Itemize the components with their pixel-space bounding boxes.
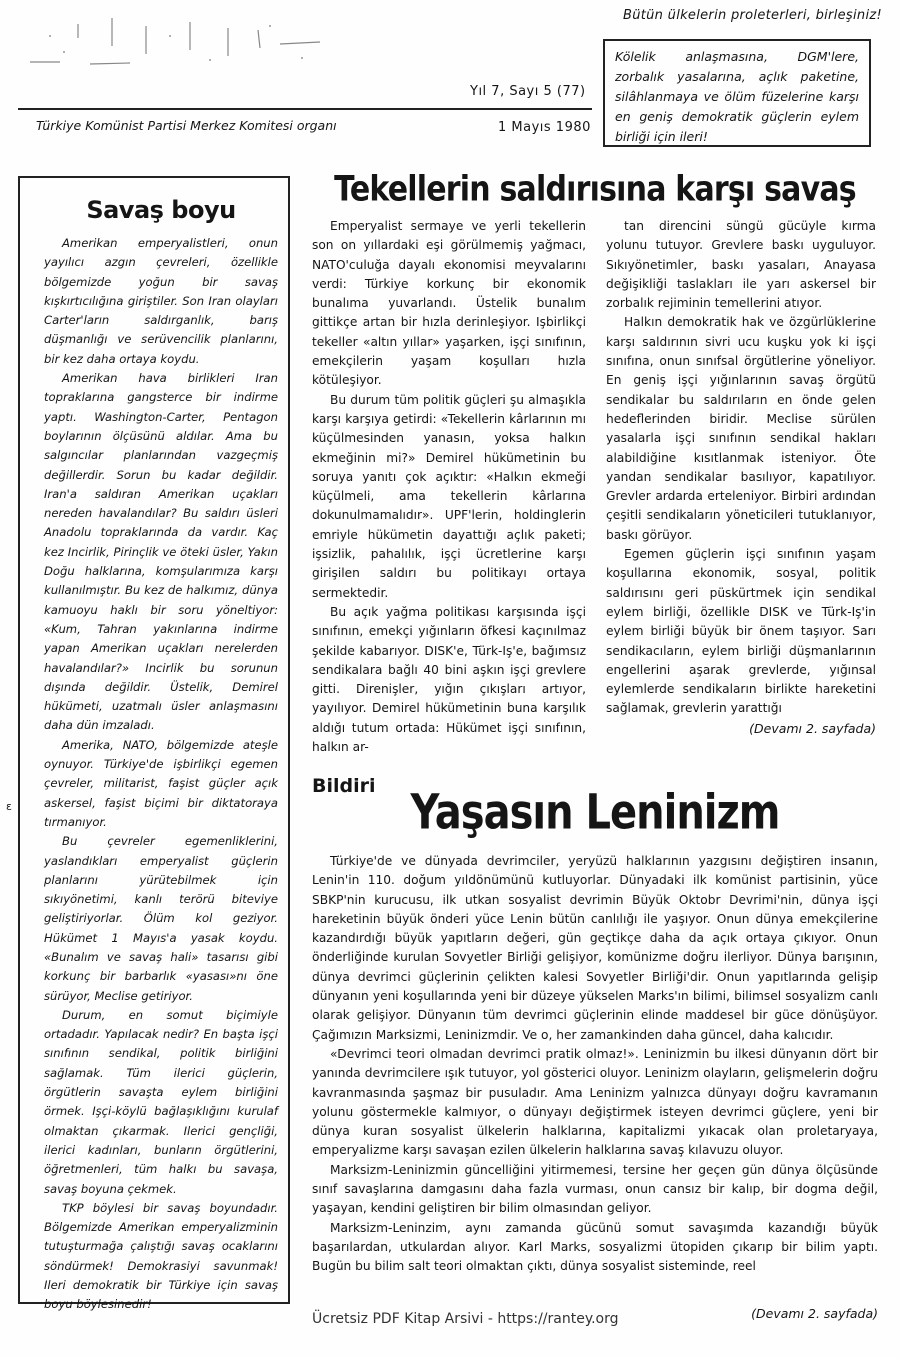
footer-credit: Ücretsiz PDF Kitap Arsivi - https://rantey.org — [312, 1311, 619, 1327]
sidebar-paragraph: Durum, en somut biçimiyle ortadadır. Yapılacak nedir? En başta işçi sınıfının sendikal, politik birliğini sağlamak. Tüm ilerici güçlerin, örgütlerin savaşta eylem birliğini örmek. Işçi-köylü bağlaşıklığını kurulaf olmaktan çıkarmak. Ilerici gençliği, ilerici kadınları, bunların örgütlerini, öğretmenleri, tüm halkı bu savaşa, savaş boyuna çekmek. — [44, 1007, 278, 1196]
article-continued: (Devamı 2. sayfada) — [749, 720, 876, 736]
declaration-paragraph: «Devrimci teori olmadan devrimci pratik olmaz!». Leninizmin bu ilkesi dünyanın dört bir yanında devrimcilere ışık tutuyor, yol gösterici oluyor. Leninizm olayların, gelişmelerin doğru kavranmasında şaşmaz bir pusuladır. Ama Leninizm yalnızca dünyayı doğru kavramanın yolunu göstermekle kalmıyor, o dünyayı değiştirmek isteyen devrimci güçlere, yeni bir dünya kuran sosyalist ülkelerin halklarına, kapitalizmi yıkacak olan proletaryaya, emperyalizme karşı savaşan ezilen ülkelerin halklarına savaş kılavuzu oluyor. — [312, 1046, 878, 1158]
issue-number: Yıl 7, Sayı 5 (77) — [470, 84, 586, 99]
sidebar-paragraph: Bu çevreler egemenliklerini, yaslandıkları emperyalist güçlerin planlarını yürütebilmek için sıkıyönetimi, kanlı terörü biteviye geliştiriyorlar. Ölüm kol geziyor. Hükümet 1 Mayıs'a yasak koydu. «Bunalım ve savaş hali» tasarısı gibi korkunç bir barbarlık «yasası»nı öne sürüyor, Meclise getiriyor. — [44, 834, 278, 1003]
masthead-rule — [18, 108, 592, 110]
sidebar-paragraph: Amerikan emperyalistleri, onun yayılıcı azgın çevreleri, özellikle bölgemizde yoğun bir savaş kışkırtıcılığına giriştiler. Son Iran olayları Carter'ların saldırganlık, barış düşmanlığı ve serüvencilik planlarını, bir kez daha ortaya koydu. — [44, 236, 278, 366]
article-column-1 — [312, 217, 586, 757]
sidebar-paragraph: Amerikan hava birlikleri Iran topraklarına gangsterce bir indirme yaptı. Washington-Carter, Pentagon boylarının ölçüsünü aldılar. Ama bu salgıncılar planlarından vazgeçmiş değillerdir. Sorun bu kadar değildir. Iran'a saldıran Amerikan uçakları nereden havalandılar? Bu saldırı üsleri Anadolu topraklarında da vardır. Kaç kez Incirlik, Pirinçlik ve öteki üsler, Yakın Doğu halklarına, komşularımıza karşı kullanılmıştır. Bu kez de halkımız, dünya kamuoyu haklı bir soru yöneltiyor: «Kum, Tahran yakınlarına indirme yapan Amerikan uçakları nerelerden havalandılar?» Incirlik bu sorunun dışında değildir. Üstelik, Demirel hükümeti, uzatmalı üsler anlaşmasını daha dün imzaladı. — [44, 371, 278, 733]
article-column-2 — [606, 217, 876, 738]
declaration-paragraph: Marksizm-Leninizmin güncelliğini yitirmemesi, tersine her geçen gün dünya ölçüsünde sınıf savaşlarına damgasını daha fazla vurması, onun cansız bir kalıp, bir dogma değil, yaşayan, kendini geliştiren bir bilim olmasından geliyor. — [312, 1162, 878, 1216]
article-paragraph: Halkın demokratik hak ve özgürlüklerine karşı saldırının sivri ucu kuşku yok ki işçi sınıfına, onun sınıfsal örgütlerine yöneliyor. En geniş işçi yığınlarının savaş örgütü sendikalar bu saldırıların en önde gelen hedeflerinden biridir. Meclise sürülen yasalarla işçi sınıfının sendikal hakları alabildiğine kısıtlanmak isteniyor. Öte yandan sendikalar basılıyor, kapatılıyor. Grevler ardarda erteleniyor. Birbiri ardından çeşitli sendikaların yöneticileri tutuklanıyor, baskı görüyor. — [606, 315, 876, 542]
article-paragraph: Bu durum tüm politik güçleri şu almaşıkla karşı karşıya getirdi: «Tekellerin kârlarının mı küçülmesinden yanasın, yoksa halkın ekmeğinin mi?» Demirel hükümetinin bu soruya yanıtı çok açıktır: «Halkın ekmeği küçülmeli, ama tekellerin kârlarına dokunulmamalıdır». UPF'lerin, holdinglerin emriyle hükümetin dayattığı açlık paketi; işsizlik, pahalılık, işçi ücretlerine karşı girişilen saldırı bu politikayı ortaya sermektedir. — [312, 392, 586, 600]
declaration-kicker: Bildiri — [312, 775, 376, 797]
declaration-paragraph: Marksizm-Leninzim, aynı zamanda gücünü somut savaşımda kazandığı büyük başarılardan, utkulardan alıyor. Karl Marks, sosyalizmi ütopiden çıkarıp bir bilim yaptı. Bugün bu bilim salt teori olmaktan çıktı, dünya sosyalist sisteminde, reel — [312, 1220, 878, 1274]
motto: Bütün ülkelerin proleterleri, birleşiniz! — [622, 8, 882, 23]
sidebar-paragraph: Amerika, NATO, bölgemizde ateşle oynuyor. Türkiye'de işbirlikçi egemen çevreler, militarist, faşist güçler açık askersel, faşist biçimi bir diktatoraya tırmanıyor. — [44, 737, 278, 829]
article-paragraph: Bu açık yağma politikası karşısında işçi sınıfının, emekçi yığınların öfkesi kaçınılmaz şekilde kabarıyor. DISK'e, Türk-Iş'e, bağımsız sendikalara bağlı 40 bini aşkın işçi grevlere gitti. Direnişler, yığın çıkışları artıyor, yayılıyor. Demirel hükümetinin buna karşılık aldığı tutum ortada: Hükümet işçi sınıfının, halkın ar- — [312, 604, 586, 755]
article-paragraph: tan direncini süngü gücüyle kırma yolunu tutuyor. Grevlere baskı uyguluyor. Sıkıyönetimler, baskı yasaları, Anayasa değişikliği taslakları ile yarı askersel bir zorbalık rejiminin temellerini atıyor. — [606, 219, 876, 311]
masthead-logo — [20, 6, 350, 76]
article-paragraph: Emperyalist sermaye ve yerli tekellerin son on yıllardaki eşi görülmemiş yağmacı, NATO'culuğa dayalı ekonomisi meyvalarını verdi: Türkiye korkunç bir ekonomik bunalıma yuvarlandı. Üstelik bunalım gittikçe artan bir hızla derinleşiyor. Işbirlikçi tekeller «altın yıllar» yaşarken, işçi sınıfının, emekçilerin yaşam koşulları hızla kötüleşiyor. — [312, 219, 586, 388]
issue-date: 1 Mayıs 1980 — [498, 120, 591, 135]
slogan-box: Kölelik anlaşmasına, DGM'lere, zorbalık yasalarına, açlık paketine, silâhlanmaya ve ölüm füzelerine karşı en geniş demokratik güçlerin eylem birliği için ileri! — [603, 39, 871, 147]
margin-mark: ɛ — [6, 800, 12, 813]
sidebar-editorial — [18, 176, 290, 1312]
declaration-body — [312, 852, 878, 1277]
organ-subtitle: Türkiye Komünist Partisi Merkez Komitesi organı — [36, 118, 337, 133]
sidebar-paragraph: TKP böylesi bir savaş boyundadır. Bölgemizde Amerikan emperyalizminin tutuşturmağa çalıştığı savaş ocaklarını söndürmek! Demokrasiyi savunmak! Ileri demokratik bir Türkiye için savaş boyu böylesinedir! — [44, 1200, 278, 1312]
article-headline: Tekellerin saldırısına karşı savaş — [334, 169, 856, 210]
declaration-continued: (Devamı 2. sayfada) — [751, 1306, 878, 1321]
sidebar-title: Savaş boyu — [86, 196, 236, 224]
article-paragraph: Egemen güçlerin işçi sınıfının yaşam koşullarına ekonomik, sosyal, politik saldırısını geri püskürtmek için sendikal eylem birliği, özellikle DISK ve Türk-Iş'in eylem birliği büyük bir önem taşıyor. Sarı sendikacıların, eylem birliği düşmanlarının engellerini aşarak grevlerde, yığınsal eylemlerde sendikaların birlikte hareketini sağlamak, grevlerin yarattığı — [606, 547, 876, 716]
declaration-headline: Yaşasın Leninizm — [410, 785, 780, 841]
declaration-paragraph: Türkiye'de ve dünyada devrimciler, yeryüzü halklarının yazgısını değiştiren insanın, Lenin'in 110. doğum yıldönümünü kutluyorlar. Dünyadaki ilk komünist partisinin, yüce SBKP'nin kurucusu, ilk utkan sosyalist devrimin Büyük Oktobr Devrimi'nin, dünya işçi hareketinin büyük önderi yüce Lenin bütün canlılığı ile yaşıyor. Onun dünya emekçilerine kazandırdığı büyük yapıtların değeri, gün geçtikçe daha da açık ortaya çıkıyor. Onun önderliğinde kurulan Sovyetler Birliği gelişiyor, komünizme doğru ilerliyor. Dünya barışının, dünya devrimci güçlerinin çelikten kalesi Sovyetler Birliği'dir. Onun yapıtlarında gelişip dünyanın yeni koşullarında yeni bir düzeye yükselen Marks'ın bilimi, bilimsel sosyalizm canlı olarak gelişiyor. Dünyanın tüm devrimci güçlerinin elinde maddesel bir güce dönüşüyor. Çağımızın Marksizmi, Leninizmdir. Ve o, her zamankinden daha güncel, daha kalıcıdır. — [312, 854, 878, 1042]
